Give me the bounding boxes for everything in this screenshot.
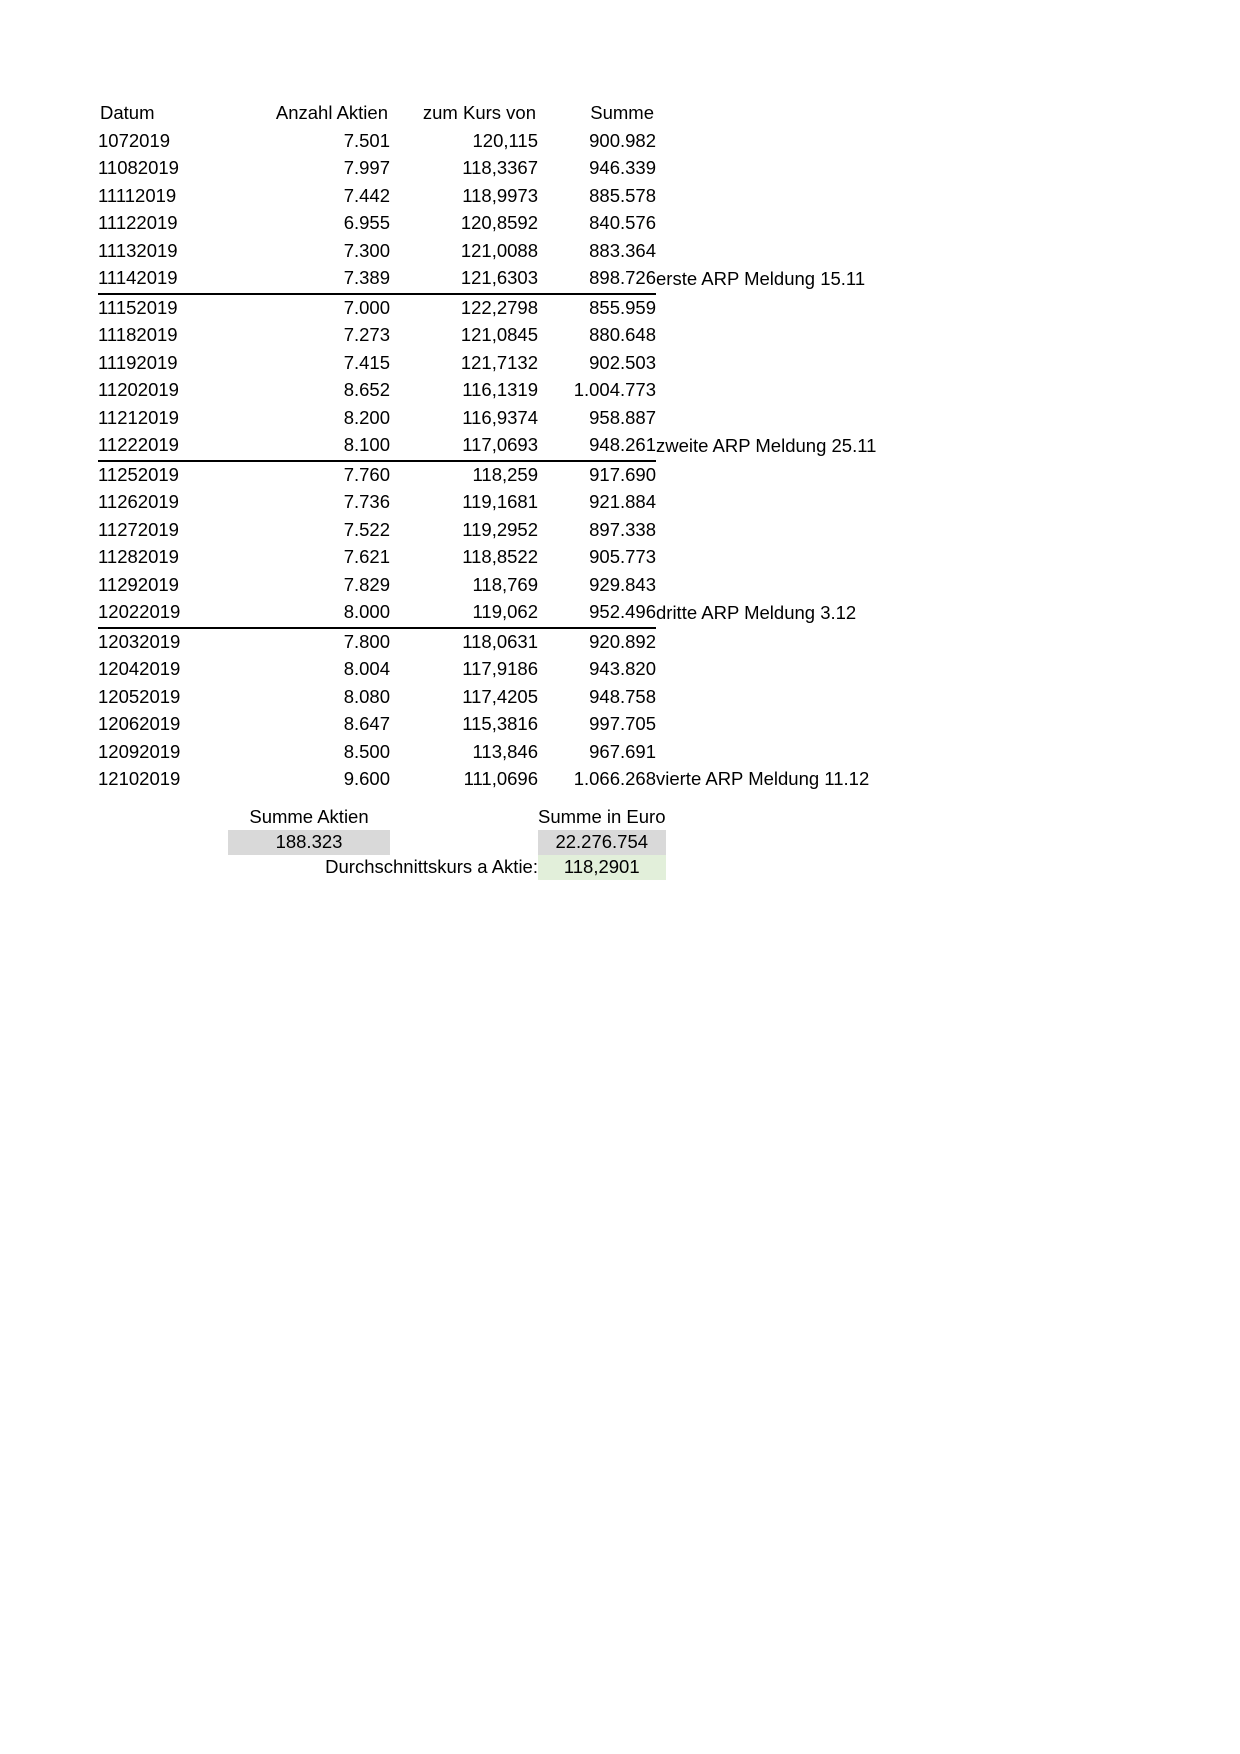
table-row xyxy=(98,350,986,378)
summary-spacer-2 xyxy=(390,804,538,831)
cell-kurs: 121,0845 xyxy=(460,324,538,345)
cell-datum: 12092019 xyxy=(98,740,181,762)
cell-datum: 11222019 xyxy=(98,432,228,461)
cell-anzahl: 8.647 xyxy=(343,713,390,734)
summary-spacer-4 xyxy=(390,830,538,855)
cell-datum: 12022019 xyxy=(98,599,228,628)
cell-datum: 12042019 xyxy=(98,658,181,679)
table-row xyxy=(98,544,986,572)
cell-summe: 917.690 xyxy=(589,463,656,485)
cell-kurs: 116,9374 xyxy=(462,406,538,428)
cell-datum: 11282019 xyxy=(98,546,179,567)
cell-anzahl: 7.415 xyxy=(343,351,390,373)
cell-datum: 11262019 xyxy=(98,491,179,512)
table-row xyxy=(98,766,986,794)
cell-summe: 967.691 xyxy=(589,740,656,762)
cell-note xyxy=(656,461,986,490)
cell-kurs: 121,6303 xyxy=(390,265,538,294)
cell-anzahl: 8.652 xyxy=(343,379,390,400)
cell-anzahl: 7.000 xyxy=(343,296,390,318)
cell-summe: 920.892 xyxy=(589,630,656,652)
cell-anzahl: 7.829 xyxy=(343,573,390,595)
column-header-datum: Datum xyxy=(100,102,155,123)
cell-kurs: 119,062 xyxy=(390,599,538,628)
table-row xyxy=(98,405,986,433)
cell-kurs: 118,9973 xyxy=(462,184,538,206)
cell-kurs: 120,115 xyxy=(472,129,538,151)
table-row xyxy=(98,238,986,266)
cell-datum: 12032019 xyxy=(98,630,181,652)
cell-datum: 11142019 xyxy=(98,265,228,294)
table-row xyxy=(98,711,986,739)
cell-note xyxy=(656,572,986,600)
cell-note xyxy=(656,711,986,739)
cell-note xyxy=(656,183,986,211)
cell-anzahl: 8.500 xyxy=(343,740,390,762)
cell-anzahl: 8.000 xyxy=(228,599,390,628)
cell-anzahl: 7.300 xyxy=(343,239,390,261)
cell-summe: 902.503 xyxy=(589,351,656,373)
table-row xyxy=(98,294,986,323)
table-row xyxy=(98,517,986,545)
cell-datum: 11182019 xyxy=(98,324,178,345)
cell-anzahl: 8.200 xyxy=(343,406,390,428)
cell-kurs: 118,8522 xyxy=(462,546,538,567)
column-header-notes xyxy=(656,100,986,128)
table-row xyxy=(98,377,986,405)
cell-note xyxy=(656,739,986,767)
cell-datum: 1072019 xyxy=(98,129,171,151)
table-row xyxy=(98,128,986,156)
cell-summe: 880.648 xyxy=(589,324,656,345)
cell-note: erste ARP Meldung 15.11 xyxy=(656,268,866,289)
cell-kurs: 113,846 xyxy=(472,740,538,762)
cell-summe: 929.843 xyxy=(589,573,656,595)
cell-note xyxy=(656,517,986,545)
cell-note xyxy=(656,489,986,517)
cell-note xyxy=(656,350,986,378)
table-row xyxy=(98,155,986,183)
cell-kurs: 115,3816 xyxy=(462,713,538,734)
summary-value-average-price: 118,2901 xyxy=(538,855,666,880)
cell-summe: 898.726 xyxy=(538,265,656,294)
cell-kurs: 118,0631 xyxy=(462,630,538,652)
cell-summe: 921.884 xyxy=(589,491,656,512)
table-row xyxy=(98,432,986,461)
cell-kurs: 116,1319 xyxy=(462,379,538,400)
column-header-kurs: zum Kurs von xyxy=(422,102,536,123)
share-buyback-table xyxy=(98,100,986,794)
cell-anzahl: 7.501 xyxy=(343,129,390,151)
cell-note xyxy=(656,544,986,572)
table-row xyxy=(98,265,986,294)
cell-summe: 855.959 xyxy=(589,296,656,318)
summary-spacer-5 xyxy=(98,855,228,880)
summary-spacer-1 xyxy=(98,804,228,831)
cell-kurs: 111,0696 xyxy=(463,768,538,789)
table-row xyxy=(98,684,986,712)
cell-summe: 900.982 xyxy=(589,129,656,151)
cell-summe: 885.578 xyxy=(589,184,656,206)
cell-summe: 1.066.268 xyxy=(573,768,656,789)
cell-summe: 883.364 xyxy=(589,239,656,261)
table-row xyxy=(98,572,986,600)
table-row xyxy=(98,739,986,767)
cell-datum: 11202019 xyxy=(98,379,179,400)
cell-datum: 11272019 xyxy=(98,518,179,540)
cell-anzahl: 7.760 xyxy=(343,463,390,485)
cell-note xyxy=(656,210,986,238)
cell-anzahl: 8.100 xyxy=(228,432,390,461)
table-row xyxy=(98,322,986,350)
summary-spacer-3 xyxy=(98,830,228,855)
cell-datum: 11252019 xyxy=(98,463,179,485)
summary-value-row xyxy=(98,830,666,855)
cell-note xyxy=(656,238,986,266)
cell-kurs: 118,259 xyxy=(472,463,538,485)
cell-summe: 958.887 xyxy=(589,406,656,428)
cell-summe: 897.338 xyxy=(589,518,656,540)
cell-anzahl: 7.389 xyxy=(228,265,390,294)
table-body xyxy=(98,100,986,794)
cell-kurs: 121,0088 xyxy=(460,239,538,261)
cell-anzahl: 7.800 xyxy=(343,630,390,652)
summary-label-average-price: Durchschnittskurs a Aktie: xyxy=(325,855,538,877)
cell-summe: 840.576 xyxy=(589,212,656,233)
cell-anzahl: 9.600 xyxy=(343,768,390,789)
cell-kurs: 119,1681 xyxy=(462,491,538,512)
cell-note xyxy=(656,294,986,323)
table-row xyxy=(98,183,986,211)
cell-note xyxy=(656,656,986,684)
cell-summe: 905.773 xyxy=(589,546,656,567)
table-header-row xyxy=(98,100,986,128)
cell-datum: 11292019 xyxy=(98,573,179,595)
cell-datum: 11192019 xyxy=(98,351,178,373)
summary-block xyxy=(98,804,666,880)
cell-kurs: 122,2798 xyxy=(460,296,538,318)
cell-note xyxy=(656,684,986,712)
cell-kurs: 119,2952 xyxy=(462,518,538,540)
cell-kurs: 117,4205 xyxy=(462,685,538,707)
cell-summe: 952.496 xyxy=(538,599,656,628)
cell-datum: 12062019 xyxy=(98,713,181,734)
table-row xyxy=(98,489,986,517)
cell-note: vierte ARP Meldung 11.12 xyxy=(656,768,870,789)
cell-note: zweite ARP Meldung 25.11 xyxy=(656,435,877,456)
table-row xyxy=(98,628,986,657)
summary-label-total-shares: Summe Aktien xyxy=(249,806,369,828)
cell-anzahl: 7.997 xyxy=(343,157,390,178)
summary-value-total-euro: 22.276.754 xyxy=(538,830,666,855)
cell-anzahl: 7.442 xyxy=(343,184,390,206)
cell-note xyxy=(656,405,986,433)
cell-anzahl: 8.080 xyxy=(343,685,390,707)
cell-summe: 943.820 xyxy=(589,658,656,679)
table-row xyxy=(98,599,986,628)
table-row xyxy=(98,461,986,490)
table-row xyxy=(98,210,986,238)
cell-summe: 1.004.773 xyxy=(573,379,656,400)
cell-note xyxy=(656,322,986,350)
cell-datum: 11112019 xyxy=(98,184,177,206)
summary-value-total-shares: 188.323 xyxy=(228,830,390,855)
cell-kurs: 121,7132 xyxy=(460,351,538,373)
cell-kurs: 118,3367 xyxy=(462,157,538,178)
cell-datum: 11122019 xyxy=(98,212,178,233)
cell-datum: 11152019 xyxy=(98,296,178,318)
cell-datum: 11082019 xyxy=(98,157,179,178)
summary-average-row xyxy=(98,855,666,880)
cell-note xyxy=(656,128,986,156)
cell-datum: 11132019 xyxy=(98,239,178,261)
cell-summe: 948.261 xyxy=(538,432,656,461)
cell-anzahl: 8.004 xyxy=(343,658,390,679)
spreadsheet-sheet xyxy=(98,100,1158,880)
cell-summe: 946.339 xyxy=(589,157,656,178)
cell-note xyxy=(656,628,986,657)
cell-anzahl: 7.736 xyxy=(343,491,390,512)
summary-label-total-euro: Summe in Euro xyxy=(538,805,666,827)
cell-kurs: 117,9186 xyxy=(462,658,538,679)
summary-label-row xyxy=(98,804,666,831)
cell-anzahl: 6.955 xyxy=(343,212,390,233)
cell-datum: 12052019 xyxy=(98,685,181,707)
cell-note: dritte ARP Meldung 3.12 xyxy=(656,602,857,623)
cell-kurs: 118,769 xyxy=(472,573,538,595)
table-row xyxy=(98,656,986,684)
cell-anzahl: 7.522 xyxy=(343,518,390,540)
cell-anzahl: 7.273 xyxy=(343,324,390,345)
cell-kurs: 117,0693 xyxy=(390,432,538,461)
cell-datum: 12102019 xyxy=(98,768,181,789)
cell-summe: 948.758 xyxy=(589,685,656,707)
column-header-summe: Summe xyxy=(590,102,654,123)
cell-anzahl: 7.621 xyxy=(343,546,390,567)
column-header-anzahl: Anzahl Aktien xyxy=(275,102,388,123)
cell-note xyxy=(656,155,986,183)
cell-datum: 11212019 xyxy=(98,406,179,428)
cell-kurs: 120,8592 xyxy=(460,212,538,233)
cell-note xyxy=(656,377,986,405)
cell-summe: 997.705 xyxy=(589,713,656,734)
